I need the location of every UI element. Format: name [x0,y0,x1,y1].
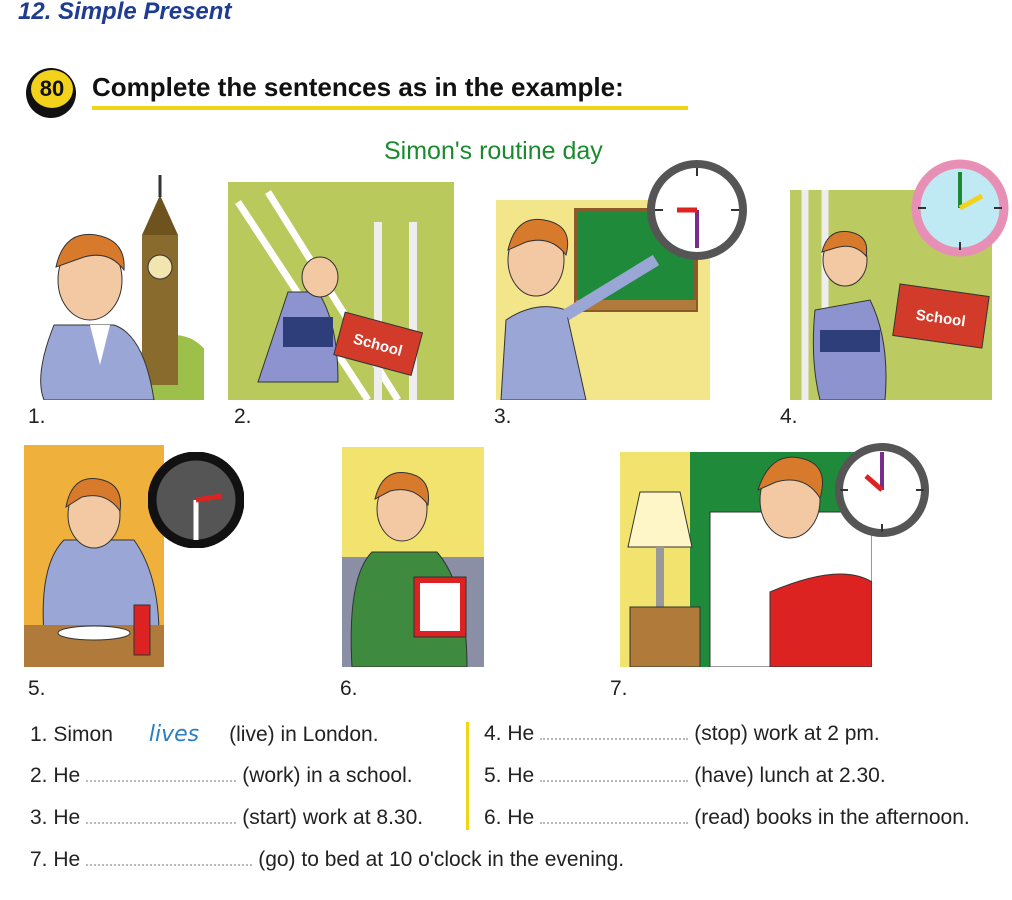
answer-blank[interactable] [86,808,236,824]
sentence-4 [484,722,880,746]
example-answer: lives [148,722,200,747]
sentence-lead: 1. Simon [30,723,113,746]
sentence-prompt: (start) work at 8.30. [242,806,424,829]
answer-blank[interactable] [86,766,236,782]
lunch-illustration [24,445,164,667]
sentence-1 [30,722,379,747]
clock-icon [148,452,244,553]
answer-blank[interactable] [86,850,252,866]
picture-5-lunch [24,445,164,667]
sentence-lead: 4. He [484,722,535,745]
picture-number: 4. [780,405,798,428]
clock-icon [647,160,747,265]
picture-story-title: Simon's routine day [384,137,603,165]
sentence-lead: 6. He [484,806,535,829]
sentence-prompt: (stop) work at 2 pm. [694,722,880,745]
school-sign: School [351,330,405,360]
sentence-lead: 3. He [30,806,81,829]
picture-number: 2. [234,405,252,428]
sentence-lead: 5. He [484,764,535,787]
answer-blank[interactable] [540,808,688,824]
sentence-2 [30,764,413,788]
section-title: 12. Simple Present [18,0,232,25]
sentence-prompt: (read) books in the afternoon. [694,806,970,829]
reading-illustration [342,447,484,667]
picture-number: 7. [610,677,628,700]
answer-blank[interactable] [540,724,688,740]
sentence-lead: 7. He [30,848,81,871]
column-divider [466,722,469,830]
exercise-number: 80 [31,70,73,108]
sentence-5 [484,764,886,788]
sentence-3 [30,806,423,830]
picture-6-reading [342,447,484,667]
sentence-prompt: (work) in a school. [242,764,413,787]
picture-number: 6. [340,677,358,700]
school-gate-illustration [228,182,454,400]
picture-2-going-to-school [228,182,454,400]
exercise-instruction: Complete the sentences as in the example: [92,72,624,102]
sentence-prompt: (live) in London. [229,723,379,746]
answer-blank[interactable] [540,766,688,782]
sentence-7 [30,848,624,872]
school-sign: School [914,306,967,331]
clock-icon [834,442,930,543]
picture-1-simon-london [24,175,204,400]
sentence-prompt: (go) to bed at 10 o'clock in the evening. [258,848,625,871]
clock-icon [910,158,1010,263]
instruction-underline [92,106,688,110]
picture-number: 1. [28,405,46,428]
sentence-lead: 2. He [30,764,81,787]
sentence-6 [484,806,970,830]
big-ben-illustration [24,175,204,400]
sentence-prompt: (have) lunch at 2.30. [694,764,886,787]
picture-number: 3. [494,405,512,428]
picture-number: 5. [28,677,46,700]
